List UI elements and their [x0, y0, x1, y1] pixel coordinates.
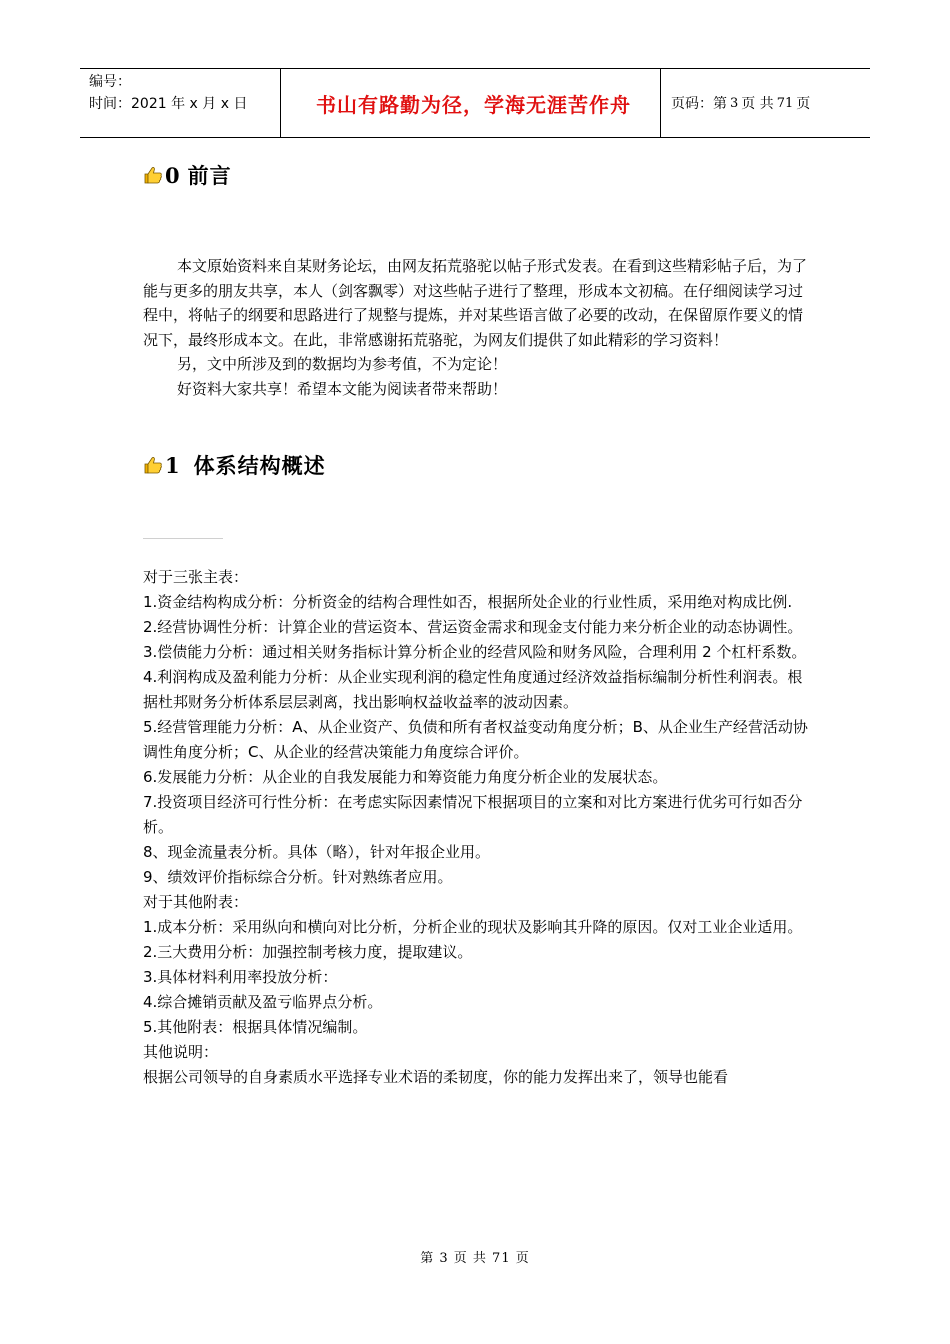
list-item: 3.具体材料利用率投放分析： — [143, 968, 338, 986]
list-item: 6.发展能力分析：从企业的自我发展能力和筹资能力角度分析企业的发展状态。 — [143, 768, 668, 786]
list-item: 3.偿债能力分析：通过相关财务指标计算分析企业的经营风险和财务风险，合理利用 2 个杠杆系数。 — [143, 643, 807, 661]
header-meta — [80, 69, 281, 137]
header-page-info — [661, 69, 870, 137]
page-footer: 第 3 页 共 71 页 — [420, 1251, 530, 1266]
list-item: 2.三大费用分析：加强控制考核力度，提取建议。 — [143, 943, 473, 961]
section-number: 0 — [165, 162, 180, 188]
list-item: 4.综合摊销贡献及盈亏临界点分析。 — [143, 993, 383, 1011]
list-item: 1.资金结构构成分析：分析资金的结构合理性如否，根据所处企业的行业性质，采用绝对构成比例. — [143, 593, 793, 611]
page-prefix: 页码：第 — [671, 96, 727, 112]
section-title: 体系结构概述 — [193, 453, 326, 478]
list-item: 4.利润构成及盈利能力分析：从企业实现利润的稳定性角度通过经济效益指标编制分析性利润表。根据杜邦财务分析体系层层剥离，找出影响权益收益率的波动因素。 — [143, 668, 803, 711]
section-title: 前言 — [187, 163, 232, 188]
list-item: 5.其他附表：根据具体情况编制。 — [143, 1018, 368, 1036]
pointing-hand-icon — [143, 165, 163, 185]
doc-number-label: 编号： — [89, 74, 131, 90]
list-item: 对于三张主表： — [143, 568, 249, 586]
preface-body — [143, 254, 808, 401]
page-mid: 页 共 — [741, 96, 774, 112]
header-motto: 书山有路勤为径，学海无涯苦作舟 — [281, 69, 661, 137]
page-current: 3 — [730, 95, 739, 111]
preface-paragraph: 本文原始资料来自某财务论坛，由网友拓荒骆驼以帖子形式发表。在看到这些精彩帖子后，为了能与更多的朋友共享，本人（剑客飘零）对这些帖子进行了整理，形成本文初稿。在仔细阅读学习过程中，将帖子的纲要和思路进行了规整与提炼，并对某些语言做了必要的改动，在保留原作要义的情况下，最终形成本文。在此，非常感谢拓荒骆驼，为网友们提供了如此精彩的学习资料！ — [143, 257, 808, 349]
section-heading-0 — [143, 160, 232, 190]
doc-time-label: 时间：2021 年 x 月 x 日 — [89, 96, 248, 112]
list-item: 7.投资项目经济可行性分析：在考虑实际因素情况下根据项目的立案和对比方案进行优劣可行如否分析。 — [143, 793, 803, 836]
list-item: 5.经营管理能力分析：A、从企业资产、负债和所有者权益变动角度分析；B、从企业生产经营活动协调性角度分析；C、从企业的经营决策能力角度综合评价。 — [143, 718, 808, 761]
list-item: 1.成本分析：采用纵向和横向对比分析，分析企业的现状及影响其升降的原因。仅对工业企业适用。 — [143, 918, 803, 936]
list-item: 其他说明： — [143, 1043, 219, 1061]
architecture-list — [143, 565, 808, 1090]
list-item: 8、现金流量表分析。具体（略），针对年报企业用。 — [143, 843, 491, 861]
divider — [143, 538, 223, 539]
list-item: 2.经营协调性分析：计算企业的营运资本、营运资金需求和现金支付能力来分析企业的动态协调性。 — [143, 618, 803, 636]
list-item: 9、绩效评价指标综合分析。针对熟练者应用。 — [143, 868, 453, 886]
list-item: 对于其他附表： — [143, 893, 249, 911]
page-total: 71 — [776, 95, 794, 111]
pointing-hand-icon — [143, 455, 163, 475]
page-header — [80, 68, 870, 138]
preface-paragraph: 另，文中所涉及到的数据均为参考值，不为定论！ — [177, 355, 508, 373]
preface-paragraph: 好资料大家共享！希望本文能为阅读者带来帮助！ — [177, 379, 508, 398]
section-number: 1 — [165, 452, 180, 478]
section-heading-1 — [143, 450, 326, 480]
list-item: 根据公司领导的自身素质水平选择专业术语的柔韧度，你的能力发挥出来了，领导也能看 — [143, 1068, 729, 1086]
page-suffix: 页 — [796, 96, 811, 112]
